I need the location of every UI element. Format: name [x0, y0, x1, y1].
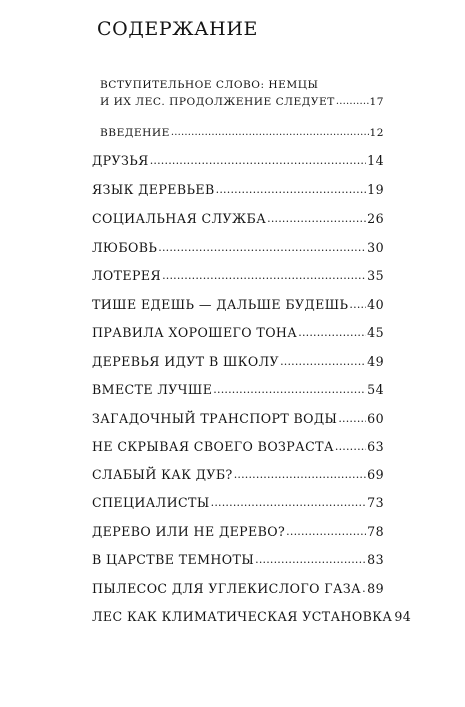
toc-entry-chapter[interactable] — [92, 526, 384, 539]
toc-entry-chapter[interactable] — [92, 155, 384, 168]
toc-entry-chapter[interactable] — [92, 384, 384, 397]
toc-entry-label: СПЕЦИАЛИСТЫ — [92, 495, 210, 510]
page-number: 73 — [367, 495, 384, 510]
toc-entry-chapter[interactable] — [92, 184, 384, 197]
page-number: 17 — [369, 96, 384, 108]
toc-entry-label: СОЦИАЛЬНАЯ СЛУЖБА — [92, 211, 267, 226]
toc-entry-label: ЗАГАДОЧНЫЙ ТРАНСПОРТ ВОДЫ — [92, 411, 338, 426]
toc-entry-chapter[interactable] — [92, 497, 384, 510]
toc-entry-label: В ЦАРСТВЕ ТЕМНОТЫ — [92, 552, 255, 567]
dot-leader — [255, 553, 366, 566]
toc-entry-label: ВВЕДЕНИЕ — [100, 127, 170, 139]
page-number: 94 — [394, 609, 412, 624]
dot-leader — [336, 96, 369, 107]
page-number: 30 — [367, 240, 384, 255]
page-number: 45 — [367, 325, 384, 340]
dot-leader — [216, 183, 367, 196]
dot-leader — [150, 154, 366, 167]
toc-entry-label: ВМЕСТЕ ЛУЧШЕ — [92, 382, 213, 397]
dot-leader — [286, 525, 366, 538]
toc-entry-label: ДЕРЕВЬЯ ИДУТ В ШКОЛУ — [92, 354, 280, 369]
toc-entry-introduction[interactable] — [100, 128, 384, 139]
foreword-label-line1: ВСТУПИТЕЛЬНОЕ СЛОВО: НЕМЦЫ — [100, 79, 319, 91]
toc-entry-chapter[interactable] — [92, 583, 384, 596]
toc-entry-chapter[interactable] — [92, 213, 384, 226]
toc-entry-chapter[interactable] — [92, 469, 384, 482]
toc-title: СОДЕРЖАНИЕ — [97, 18, 258, 40]
page-number: 49 — [367, 354, 384, 369]
dot-leader — [213, 383, 366, 396]
toc-entry-label: ТИШЕ ЕДЕШЬ — ДАЛЬШЕ БУДЕШЬ — [92, 297, 349, 312]
page-number: 78 — [367, 524, 384, 539]
dot-leader — [267, 212, 366, 225]
toc-entry-label: ДЕРЕВО ИЛИ НЕ ДЕРЕВО? — [92, 524, 286, 539]
page-number: 89 — [367, 581, 384, 596]
page-number: 19 — [367, 182, 384, 197]
toc-entry-label: ЛЕС КАК КЛИМАТИЧЕСКАЯ УСТАНОВКА — [92, 609, 393, 624]
page-number: 26 — [367, 211, 384, 226]
page-number: 14 — [367, 153, 384, 168]
toc-entry-label: СЛАБЫЙ КАК ДУБ? — [92, 467, 233, 482]
page-number: 54 — [367, 382, 384, 397]
dot-leader — [338, 412, 366, 425]
page-number: 69 — [367, 467, 384, 482]
toc-entry-chapter[interactable] — [92, 356, 384, 369]
dot-leader — [171, 127, 369, 138]
dot-leader — [162, 269, 366, 282]
toc-entry-label: ЛЮБОВЬ — [92, 240, 158, 255]
toc-entry-chapter[interactable] — [92, 609, 412, 624]
page-number: 60 — [367, 411, 384, 426]
dot-leader — [158, 241, 366, 254]
toc-entry-chapter[interactable] — [92, 270, 384, 283]
dot-leader — [298, 326, 366, 339]
toc-entry-label: ДРУЗЬЯ — [92, 153, 149, 168]
page-number: 40 — [367, 297, 384, 312]
page-number: 35 — [367, 268, 384, 283]
page-number: 83 — [367, 552, 384, 567]
dot-leader — [280, 355, 366, 368]
toc-entry-chapter[interactable] — [92, 413, 384, 426]
toc-entry-label: НЕ СКРЫВАЯ СВОЕГО ВОЗРАСТА — [92, 439, 334, 454]
dot-leader — [362, 582, 366, 595]
dot-leader — [211, 496, 367, 509]
toc-entry-chapter[interactable] — [92, 299, 384, 312]
page-number: 12 — [369, 127, 384, 139]
dot-leader — [349, 298, 366, 311]
toc-entry-label: ПРАВИЛА ХОРОШЕГО ТОНА — [92, 325, 298, 340]
toc-entry-label: ЯЗЫК ДЕРЕВЬЕВ — [92, 182, 215, 197]
toc-entry-chapter[interactable] — [92, 242, 384, 255]
dot-leader — [335, 440, 366, 453]
toc-entry-foreword[interactable] — [100, 97, 384, 108]
dot-leader — [234, 468, 366, 481]
toc-entry-label: ЛОТЕРЕЯ — [92, 268, 162, 283]
toc-entry-chapter[interactable] — [92, 327, 384, 340]
page-number: 63 — [367, 439, 384, 454]
toc-entry-label: ПЫЛЕСОС ДЛЯ УГЛЕКИСЛОГО ГАЗА — [92, 581, 362, 596]
foreword-label-line2: И ИХ ЛЕС. ПРОДОЛЖЕНИЕ СЛЕДУЕТ — [100, 96, 335, 108]
toc-entry-chapter[interactable] — [92, 441, 384, 454]
toc-entry-chapter[interactable] — [92, 554, 384, 567]
